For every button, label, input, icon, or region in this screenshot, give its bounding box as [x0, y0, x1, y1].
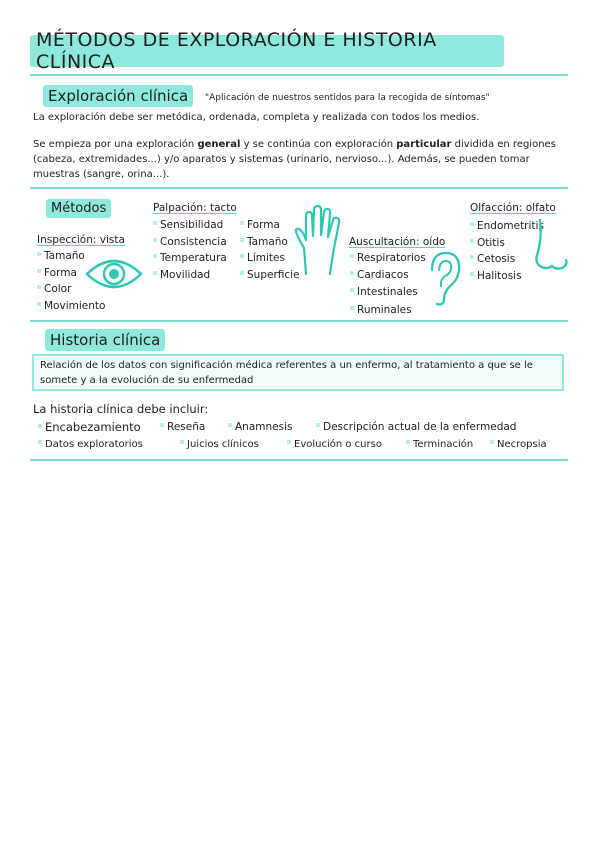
divider — [30, 459, 568, 461]
inspeccion-title: Inspección: vista — [37, 234, 125, 246]
ear-icon — [424, 250, 464, 308]
list-item: Ruminales — [350, 302, 426, 319]
list-item: Datos exploratorios — [38, 437, 143, 454]
list-item: Temperatura — [153, 250, 227, 267]
list-item: Reseña — [160, 419, 205, 436]
exploracion-heading: Exploración clínica — [43, 85, 193, 107]
list-item: Terminación — [406, 437, 473, 454]
nose-icon — [530, 218, 572, 276]
list-item: Descripción actual de la enfermedad — [316, 419, 516, 436]
list-item: Movilidad — [153, 267, 227, 284]
divider — [30, 187, 568, 189]
olfaccion-title: Olfacción: olfato — [470, 202, 556, 214]
list-item: Anamnesis — [228, 419, 292, 436]
page-title: MÉTODOS DE EXPLORACIÓN E HISTORIA CLÍNICA — [30, 35, 504, 67]
auscultacion-list — [350, 250, 426, 318]
palpacion-list-right — [240, 217, 300, 283]
exploracion-paragraph — [33, 137, 573, 182]
list-item: Otitis — [470, 235, 544, 252]
historia-definition: Relación de los datos con significación médica referentes a un enfermo, al tratamiento a que se le somete y a la evolución de su enfermedad — [32, 354, 564, 391]
p2-particular: particular — [396, 139, 452, 150]
historia-intro: La historia clínica debe incluir: — [33, 402, 209, 416]
list-item: Halitosis — [470, 268, 544, 285]
list-item: Forma — [240, 217, 300, 234]
list-item: Cetosis — [470, 251, 544, 268]
list-item: Consistencia — [153, 234, 227, 251]
hand-icon — [294, 204, 346, 278]
eye-icon — [84, 252, 144, 296]
auscultacion-title: Auscultación: oído — [349, 236, 446, 248]
exploracion-quote: "Aplicación de nuestros sentidos para la recogida de síntomas" — [205, 93, 490, 103]
palpacion-title: Palpación: tacto — [153, 202, 237, 214]
list-item: Respiratorios — [350, 250, 426, 267]
list-item: Intestinales — [350, 284, 426, 301]
list-item: Movimiento — [37, 298, 125, 315]
list-item: Superficie — [240, 267, 300, 284]
exploracion-line1: La exploración debe ser metódica, ordenada, completa y realizada con todos los medios. — [33, 112, 480, 123]
list-item: Evolución o curso — [287, 437, 382, 454]
p2-part-b: y se continúa con exploración — [240, 139, 397, 150]
palpacion-list-left — [153, 217, 227, 283]
list-item: Endometritis — [470, 218, 544, 235]
list-item: Color — [37, 281, 125, 298]
list-item: Forma — [37, 265, 125, 282]
list-item: Sensibilidad — [153, 217, 227, 234]
list-item: Tamaño — [37, 248, 125, 265]
list-item: Cardiacos — [350, 267, 426, 284]
p2-part-c: dividida en regiones (cabeza, extremidades...) y/o aparatos y sistemas (urinario, nervioso...). Además, se pueden tomar muestras (sangre, orina...). — [33, 139, 556, 180]
metodos-heading: Métodos — [46, 199, 111, 218]
divider — [30, 74, 568, 76]
list-item: Tamaño — [240, 234, 300, 251]
divider — [30, 320, 568, 322]
list-item: Juicios clínicos — [180, 437, 259, 454]
list-item: Necropsia — [490, 437, 547, 454]
historia-heading: Historia clínica — [45, 329, 165, 351]
p2-general: general — [197, 139, 241, 150]
list-item: Límites — [240, 250, 300, 267]
list-item: Encabezamiento — [38, 419, 141, 436]
p2-part-a: Se empieza por una exploración — [33, 139, 198, 150]
